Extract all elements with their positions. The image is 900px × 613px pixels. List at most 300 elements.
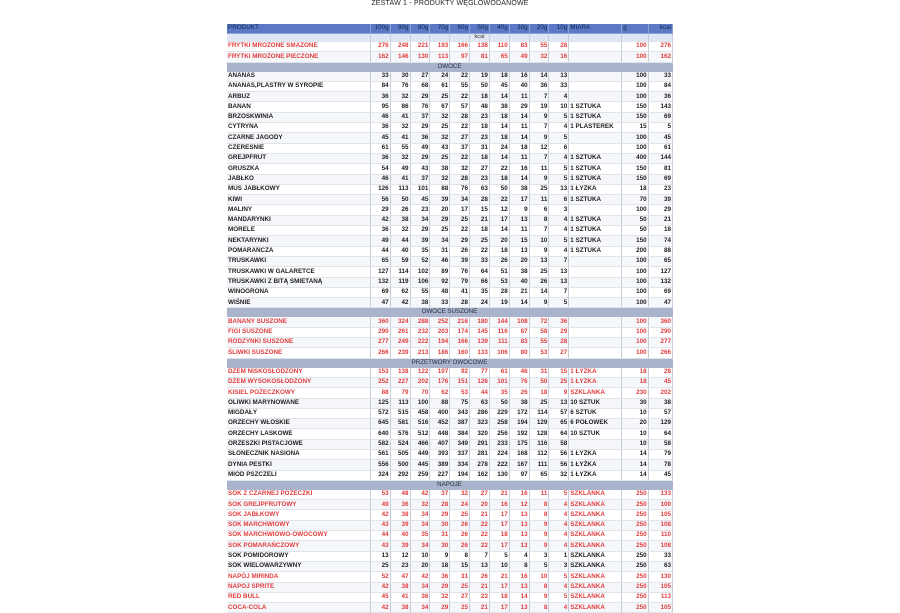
- value-cell: 100: [622, 338, 648, 348]
- table-row: [227, 153, 673, 163]
- value-cell: 100: [622, 287, 648, 297]
- value-cell: 276: [370, 42, 390, 52]
- value-cell: 27: [450, 592, 470, 602]
- section-title: OWOCE: [227, 62, 673, 71]
- value-cell: 100: [622, 327, 648, 337]
- value-cell: 46: [370, 112, 390, 122]
- value-cell: 107: [430, 367, 450, 377]
- value-cell: 15: [549, 367, 569, 377]
- value-cell: 23: [648, 184, 672, 194]
- table-row: [227, 195, 673, 205]
- measure-cell: SZKLANKA: [569, 510, 622, 520]
- value-cell: 9: [529, 298, 549, 308]
- value-cell: 3: [549, 561, 569, 571]
- value-cell: 11: [529, 164, 549, 174]
- value-cell: 100: [648, 500, 672, 510]
- value-cell: 31: [450, 572, 470, 582]
- value-cell: 324: [370, 470, 390, 480]
- value-cell: 4: [549, 531, 569, 541]
- value-cell: 6: [529, 205, 549, 215]
- value-cell: 76: [509, 377, 529, 387]
- product-name: NAPÓJ SPRITE: [227, 582, 370, 592]
- value-cell: 249: [390, 338, 410, 348]
- value-cell: 43: [430, 143, 450, 153]
- value-cell: 30: [430, 520, 450, 530]
- value-cell: 21: [470, 215, 490, 225]
- value-cell: 277: [648, 338, 672, 348]
- subheader-cell: [648, 34, 672, 42]
- value-cell: 22: [470, 246, 490, 256]
- value-cell: 78: [648, 460, 672, 470]
- value-cell: 10: [410, 551, 430, 561]
- value-cell: 9: [529, 112, 549, 122]
- value-cell: 106: [410, 277, 430, 287]
- value-cell: 20: [622, 419, 648, 429]
- value-cell: 250: [622, 551, 648, 561]
- value-cell: 40: [390, 246, 410, 256]
- value-cell: 4: [549, 520, 569, 530]
- value-cell: 83: [509, 338, 529, 348]
- value-cell: 250: [622, 520, 648, 530]
- value-cell: 13: [509, 541, 529, 551]
- value-cell: 56: [370, 195, 390, 205]
- value-cell: 43: [370, 541, 390, 551]
- value-cell: 55: [410, 287, 430, 297]
- value-cell: 6: [549, 143, 569, 153]
- value-cell: 18: [489, 174, 509, 184]
- measure-cell: 1 SZTUKA: [569, 174, 622, 184]
- value-cell: 458: [410, 408, 430, 418]
- measure-cell: [569, 277, 622, 287]
- subheader-cell: [509, 34, 529, 42]
- measure-cell: [569, 287, 622, 297]
- value-cell: 33: [370, 71, 390, 81]
- value-cell: 32: [390, 153, 410, 163]
- measure-cell: [569, 92, 622, 102]
- value-cell: 572: [370, 408, 390, 418]
- table-row: [227, 112, 673, 122]
- value-cell: 128: [529, 429, 549, 439]
- value-cell: 33: [648, 551, 672, 561]
- section-title: OWOCE SUSZONE: [227, 308, 673, 317]
- table-row: [227, 236, 673, 246]
- subheader-cell: [569, 34, 622, 42]
- table-row: [227, 246, 673, 256]
- value-cell: 63: [470, 184, 490, 194]
- value-cell: 4: [549, 541, 569, 551]
- value-cell: 25: [450, 603, 470, 613]
- value-cell: 7: [529, 123, 549, 133]
- table-row: [227, 256, 673, 266]
- measure-cell: 10 SZTUK: [569, 429, 622, 439]
- value-cell: 32: [390, 92, 410, 102]
- value-cell: 86: [390, 102, 410, 112]
- product-name: KISIEL POŻECZKOWY: [227, 388, 370, 398]
- value-cell: 51: [489, 267, 509, 277]
- value-cell: 9: [549, 388, 569, 398]
- product-name: ŚLIWKI SUSZONE: [227, 348, 370, 358]
- value-cell: 252: [430, 317, 450, 327]
- value-cell: 100: [622, 205, 648, 215]
- value-cell: 34: [450, 195, 470, 205]
- product-name: SOK POMARAŃCZOWY: [227, 541, 370, 551]
- value-cell: 26: [509, 388, 529, 398]
- value-cell: 14: [489, 226, 509, 236]
- value-cell: 61: [430, 81, 450, 91]
- value-cell: 3: [529, 551, 549, 561]
- product-name: ORZESZKI PISTACJOWE: [227, 439, 370, 449]
- value-cell: 17: [489, 541, 509, 551]
- value-cell: 27: [450, 133, 470, 143]
- value-cell: 360: [370, 317, 390, 327]
- value-cell: 76: [450, 267, 470, 277]
- section-header: [227, 358, 673, 367]
- value-cell: 32: [390, 123, 410, 133]
- value-cell: 20: [470, 500, 490, 510]
- measure-cell: [569, 267, 622, 277]
- value-cell: 42: [370, 510, 390, 520]
- value-cell: 5: [489, 551, 509, 561]
- value-cell: 28: [470, 195, 490, 205]
- value-cell: 84: [370, 81, 390, 91]
- value-cell: 286: [470, 408, 490, 418]
- value-cell: 17: [489, 510, 509, 520]
- value-cell: 172: [509, 408, 529, 418]
- value-cell: 39: [648, 195, 672, 205]
- value-cell: 79: [450, 277, 470, 287]
- table-row: [227, 164, 673, 174]
- value-cell: 100: [622, 42, 648, 52]
- value-cell: 15: [450, 561, 470, 571]
- value-cell: 126: [470, 377, 490, 387]
- subheader-cell: [390, 34, 410, 42]
- value-cell: 122: [410, 367, 430, 377]
- value-cell: 81: [648, 164, 672, 174]
- value-cell: 5: [549, 298, 569, 308]
- value-cell: 200: [622, 246, 648, 256]
- subheader-cell: [622, 34, 648, 42]
- value-cell: 448: [430, 429, 450, 439]
- value-cell: 112: [529, 449, 549, 459]
- value-cell: 324: [390, 317, 410, 327]
- value-cell: 25: [430, 226, 450, 236]
- value-cell: 11: [509, 92, 529, 102]
- value-cell: 292: [390, 470, 410, 480]
- measure-cell: 1 SZTUKA: [569, 102, 622, 112]
- value-cell: 65: [370, 256, 390, 266]
- value-cell: 500: [390, 460, 410, 470]
- value-cell: 18: [470, 123, 490, 133]
- value-cell: 23: [470, 133, 490, 143]
- value-cell: 18: [622, 184, 648, 194]
- value-cell: 79: [648, 449, 672, 459]
- value-cell: 5: [549, 236, 569, 246]
- product-name: MALINY: [227, 205, 370, 215]
- value-cell: 180: [470, 317, 490, 327]
- value-cell: 12: [489, 205, 509, 215]
- value-cell: 76: [390, 81, 410, 91]
- product-name: SOK JABŁKOWY: [227, 510, 370, 520]
- value-cell: 162: [470, 470, 490, 480]
- value-cell: 41: [390, 174, 410, 184]
- measure-cell: SZKLANKA: [569, 561, 622, 571]
- section-header: [227, 308, 673, 317]
- value-cell: 250: [622, 489, 648, 499]
- measure-cell: 1 ŁYŻKA: [569, 377, 622, 387]
- value-cell: 8: [509, 561, 529, 571]
- measure-cell: [569, 298, 622, 308]
- value-cell: 32: [390, 226, 410, 236]
- value-cell: 162: [370, 52, 390, 62]
- value-cell: 20: [489, 236, 509, 246]
- table-row: [227, 123, 673, 133]
- value-cell: 119: [390, 277, 410, 287]
- value-cell: 44: [470, 388, 490, 398]
- page-title: ZESTAW 1 - PRODUKTY WĘGLOWODANOWE: [371, 0, 529, 7]
- table-row: [227, 102, 673, 112]
- value-cell: 153: [370, 367, 390, 377]
- value-cell: 114: [529, 408, 549, 418]
- value-cell: 16: [549, 52, 569, 62]
- value-cell: 10: [529, 236, 549, 246]
- value-cell: 28: [450, 112, 470, 122]
- table-row: [227, 439, 673, 449]
- product-name: DŻEM NISKOSŁODZONY: [227, 367, 370, 377]
- table-row: [227, 460, 673, 470]
- value-cell: 25: [450, 215, 470, 225]
- value-cell: 19: [489, 298, 509, 308]
- value-cell: 55: [529, 42, 549, 52]
- value-cell: 100: [622, 81, 648, 91]
- value-cell: 130: [489, 470, 509, 480]
- value-cell: 27: [549, 348, 569, 358]
- value-cell: 15: [470, 205, 490, 215]
- value-cell: 32: [450, 164, 470, 174]
- value-cell: 258: [489, 419, 509, 429]
- value-cell: 250: [622, 582, 648, 592]
- table-row: [227, 226, 673, 236]
- value-cell: 13: [549, 277, 569, 287]
- value-cell: 323: [470, 419, 490, 429]
- value-cell: 29: [430, 510, 450, 520]
- value-cell: 23: [470, 592, 490, 602]
- value-cell: 14: [529, 71, 549, 81]
- measure-cell: 1 SZTUKA: [569, 226, 622, 236]
- value-cell: 14: [489, 123, 509, 133]
- value-cell: 34: [410, 603, 430, 613]
- value-cell: 18: [489, 246, 509, 256]
- value-cell: 24: [430, 71, 450, 81]
- value-cell: 30: [622, 398, 648, 408]
- value-cell: 100: [622, 298, 648, 308]
- value-cell: 25: [430, 123, 450, 133]
- value-cell: 202: [648, 388, 672, 398]
- value-cell: 108: [509, 317, 529, 327]
- value-cell: 29: [549, 327, 569, 337]
- product-name: MIÓD PSZCZELI: [227, 470, 370, 480]
- value-cell: 29: [410, 92, 430, 102]
- value-cell: 150: [622, 174, 648, 184]
- value-cell: 11: [509, 226, 529, 236]
- value-cell: 53: [529, 348, 549, 358]
- section-title: NAPOJE: [227, 480, 673, 489]
- value-cell: 150: [622, 102, 648, 112]
- product-name: NEKTARYNKI: [227, 236, 370, 246]
- table-row: [227, 489, 673, 499]
- value-cell: 61: [648, 143, 672, 153]
- value-cell: 13: [370, 551, 390, 561]
- value-cell: 9: [529, 520, 549, 530]
- value-cell: 216: [450, 317, 470, 327]
- measure-cell: 1 PLASTEREK: [569, 123, 622, 133]
- value-cell: 44: [390, 236, 410, 246]
- value-cell: 17: [489, 603, 509, 613]
- value-cell: 116: [489, 327, 509, 337]
- value-cell: 26: [450, 541, 470, 551]
- value-cell: 37: [410, 112, 430, 122]
- value-cell: 108: [648, 520, 672, 530]
- value-cell: 9: [529, 246, 549, 256]
- product-name: ANANAS: [227, 71, 370, 81]
- value-cell: 250: [622, 541, 648, 551]
- value-cell: 561: [370, 449, 390, 459]
- value-cell: 52: [410, 256, 430, 266]
- table-row: [227, 398, 673, 408]
- product-name: TRUSKAWKI: [227, 256, 370, 266]
- value-cell: 133: [470, 348, 490, 358]
- value-cell: 162: [648, 52, 672, 62]
- value-cell: 4: [509, 551, 529, 561]
- value-cell: 111: [489, 338, 509, 348]
- value-cell: 13: [509, 603, 529, 613]
- value-cell: 259: [410, 470, 430, 480]
- value-cell: 81: [470, 52, 490, 62]
- value-cell: 7: [549, 256, 569, 266]
- value-cell: 68: [410, 81, 430, 91]
- value-cell: 13: [549, 267, 569, 277]
- value-cell: 28: [450, 298, 470, 308]
- value-cell: 4: [549, 246, 569, 256]
- value-cell: 22: [470, 531, 490, 541]
- value-cell: 16: [509, 71, 529, 81]
- column-header: g: [622, 24, 648, 34]
- product-name: FIGI SUSZONE: [227, 327, 370, 337]
- measure-cell: SZKLANKA: [569, 541, 622, 551]
- column-header: 30g: [509, 24, 529, 34]
- value-cell: 39: [450, 256, 470, 266]
- value-cell: 21: [509, 287, 529, 297]
- product-name: GREJPFRUT: [227, 153, 370, 163]
- value-cell: 9: [529, 174, 549, 184]
- value-cell: 505: [390, 449, 410, 459]
- value-cell: 5: [549, 592, 569, 602]
- table-row: [227, 277, 673, 287]
- product-name: SOK POMIDOROWY: [227, 551, 370, 561]
- value-cell: 69: [370, 287, 390, 297]
- value-cell: 466: [410, 439, 430, 449]
- value-cell: 9: [430, 551, 450, 561]
- value-cell: 32: [430, 112, 450, 122]
- value-cell: 102: [410, 267, 430, 277]
- measure-cell: [569, 71, 622, 81]
- value-cell: 13: [529, 256, 549, 266]
- value-cell: 44: [370, 531, 390, 541]
- value-cell: 21: [648, 215, 672, 225]
- table-row: [227, 520, 673, 530]
- value-cell: 100: [622, 267, 648, 277]
- value-cell: 111: [529, 460, 549, 470]
- value-cell: 11: [529, 195, 549, 205]
- product-name: SOK MARCHWIOWY: [227, 520, 370, 530]
- value-cell: 76: [450, 184, 470, 194]
- value-cell: 452: [430, 419, 450, 429]
- value-cell: 290: [648, 327, 672, 337]
- value-cell: 32: [430, 133, 450, 143]
- value-cell: 186: [430, 348, 450, 358]
- product-name: DŻEM WYSOKOSŁODZONY: [227, 377, 370, 387]
- value-cell: 38: [410, 298, 430, 308]
- value-cell: 133: [648, 489, 672, 499]
- value-cell: 31: [529, 367, 549, 377]
- value-cell: 4: [549, 603, 569, 613]
- value-cell: 39: [410, 236, 430, 246]
- value-cell: 29: [410, 226, 430, 236]
- value-cell: 58: [648, 439, 672, 449]
- product-name: RED BULL: [227, 592, 370, 602]
- value-cell: 31: [470, 143, 490, 153]
- value-cell: 49: [410, 143, 430, 153]
- value-cell: 35: [410, 246, 430, 256]
- product-name: TRUSKAWKI W GALARETCE: [227, 267, 370, 277]
- value-cell: 582: [370, 439, 390, 449]
- value-cell: 9: [529, 531, 549, 541]
- product-name: CZEREŚNIE: [227, 143, 370, 153]
- value-cell: 87: [509, 327, 529, 337]
- kcal-subheader-row: [227, 34, 673, 42]
- measure-cell: 6 POŁÓWEK: [569, 419, 622, 429]
- value-cell: 45: [370, 592, 390, 602]
- value-cell: 77: [470, 367, 490, 377]
- column-header: 10g: [549, 24, 569, 34]
- value-cell: 445: [410, 460, 430, 470]
- value-cell: 12: [390, 551, 410, 561]
- value-cell: 18: [509, 143, 529, 153]
- value-cell: 4: [549, 510, 569, 520]
- value-cell: 114: [390, 267, 410, 277]
- value-cell: 45: [370, 133, 390, 143]
- value-cell: 8: [529, 215, 549, 225]
- value-cell: 50: [529, 377, 549, 387]
- value-cell: 37: [410, 174, 430, 184]
- value-cell: 12: [509, 500, 529, 510]
- value-cell: 50: [470, 81, 490, 91]
- value-cell: 88: [648, 246, 672, 256]
- value-cell: 56: [549, 460, 569, 470]
- value-cell: 14: [529, 287, 549, 297]
- value-cell: 100: [622, 256, 648, 266]
- value-cell: 334: [450, 460, 470, 470]
- value-cell: 18: [622, 367, 648, 377]
- table-row: [227, 541, 673, 551]
- value-cell: 10: [489, 561, 509, 571]
- table-row: [227, 338, 673, 348]
- subheader-cell: [430, 34, 450, 42]
- product-name: ORZECHY WŁOSKIE: [227, 419, 370, 429]
- value-cell: 26: [470, 572, 490, 582]
- value-cell: 28: [549, 42, 569, 52]
- table-row: [227, 500, 673, 510]
- measure-cell: SZKLANKA: [569, 582, 622, 592]
